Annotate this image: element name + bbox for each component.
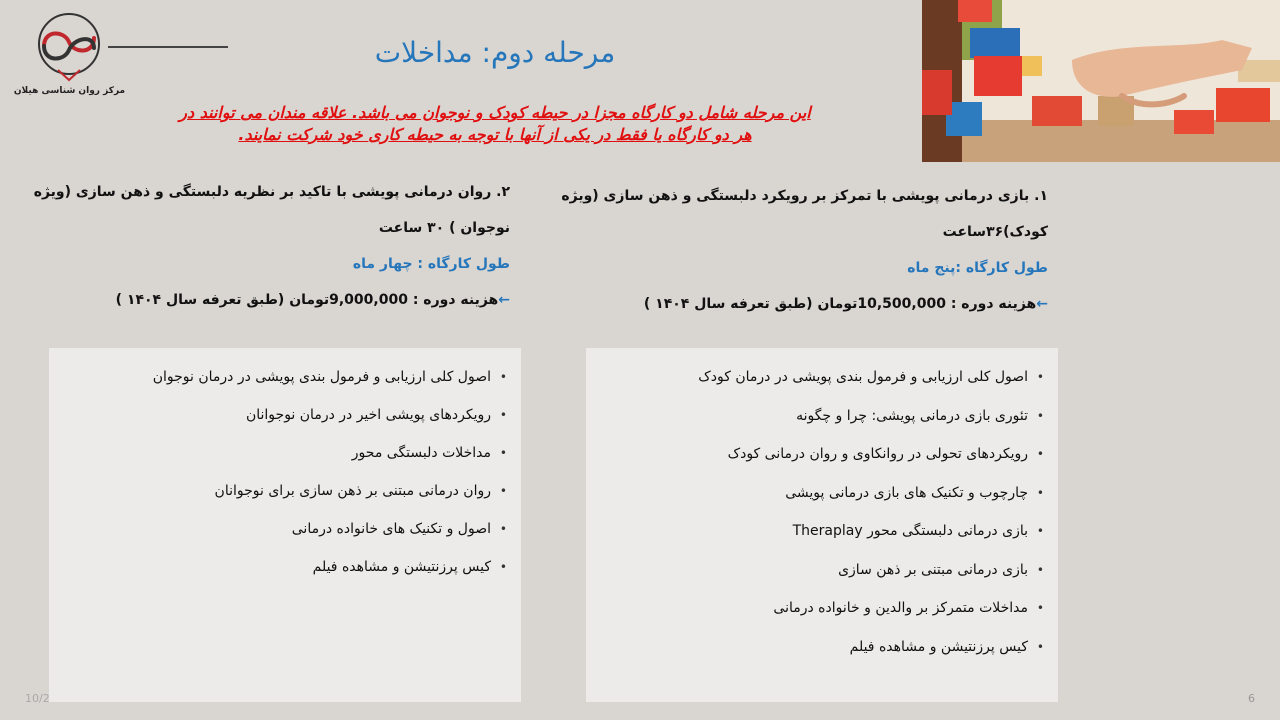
list-item: • اصول کلی ارزیابی و فرمول بندی پویشی در درمان نوجوان (63, 358, 507, 396)
photo-illustration-icon (922, 0, 1280, 162)
course-2-duration: طول کارگاه : چهار ماه (352, 256, 510, 272)
list-item: • چارچوب و تکنیک های بازی درمانی پویشی (600, 474, 1044, 513)
intro-text (140, 102, 850, 146)
course-2-fee (70, 282, 510, 318)
list-item: • بازی درمانی مبتنی بر ذهن سازی (600, 551, 1044, 590)
list-item: • کیس پرزنتیشن و مشاهده فیلم (600, 628, 1044, 667)
course-1-title-line-2: کودک)۳۶ساعت (942, 224, 1048, 240)
children-blocks-photo (922, 0, 1280, 162)
course-1-title-line-1: ۱. بازی درمانی پویشی با تمرکز بر رویکرد دلبستگی و ذهن سازی (ویژه (561, 188, 1048, 204)
course-1-header (561, 178, 1048, 322)
intro-line-2: هر دو کارگاه یا فقط در یکی از آنها با توجه به حیطه کاری خود شرکت نمایند. (238, 125, 752, 144)
course-2-title-line-2: نوجوان ) ۳۰ ساعت (378, 220, 510, 236)
list-item: • کیس پرزنتیشن و مشاهده فیلم (63, 548, 507, 586)
course-1-topics-list (600, 358, 1044, 666)
course-1-fee-text: هزینه دوره : 10,500,000تومان (طبق تعرفه سال ۱۴۰۴ ) (643, 296, 1037, 312)
list-item: • روان درمانی مبتنی بر ذهن سازی برای نوجوانان (63, 472, 507, 510)
logo-text: مرکز روان شناسی هیلان (13, 86, 126, 96)
list-item: • تئوری بازی درمانی پویشی: چرا و چگونه (600, 397, 1044, 436)
course-2-topics-list (63, 358, 507, 586)
list-item: • رویکردهای تحولی در روانکاوی و روان درمانی کودک (600, 435, 1044, 474)
course-2-title-line-1: ۲. روان درمانی پویشی با تاکید بر نظریه دلبستگی و ذهن سازی (ویژه (33, 184, 510, 200)
intro-line-1: این مرحله شامل دو کارگاه مجزا در حیطه کودک و نوجوان می باشد. علاقه مندان می توانند در (179, 103, 811, 122)
course-2-header (33, 174, 510, 318)
course-1-fee (600, 286, 1048, 322)
arrow-left-icon: ← (1036, 296, 1048, 312)
footer-date: 10/2 (25, 692, 50, 705)
course-1-duration: طول کارگاه :پنج ماه (907, 260, 1048, 276)
logo (12, 8, 127, 100)
course-1-topics-box (586, 348, 1058, 702)
header-divider (108, 46, 228, 48)
list-item: • مداخلات دلبستگی محور (63, 434, 507, 472)
logo-mark-icon (30, 8, 108, 86)
list-item: • اصول و تکنیک های خانواده درمانی (63, 510, 507, 548)
list-item: • بازی درمانی دلبستگی محور Theraplay (600, 512, 1044, 551)
list-item: • رویکردهای پویشی اخیر در درمان نوجوانان (63, 396, 507, 434)
course-2-topics-box (49, 348, 521, 702)
arrow-left-icon: ← (498, 292, 510, 308)
list-item: • اصول کلی ارزیابی و فرمول بندی پویشی در درمان کودک (600, 358, 1044, 397)
course-2-fee-text: هزینه دوره : 9,000,000تومان (طبق تعرفه سال ۱۴۰۴ ) (115, 292, 499, 308)
page-number: 6 (1248, 692, 1255, 705)
list-item: • مداخلات متمرکز بر والدین و خانواده درمانی (600, 589, 1044, 628)
slide-title: مرحله دوم: مداخلات (374, 36, 616, 69)
